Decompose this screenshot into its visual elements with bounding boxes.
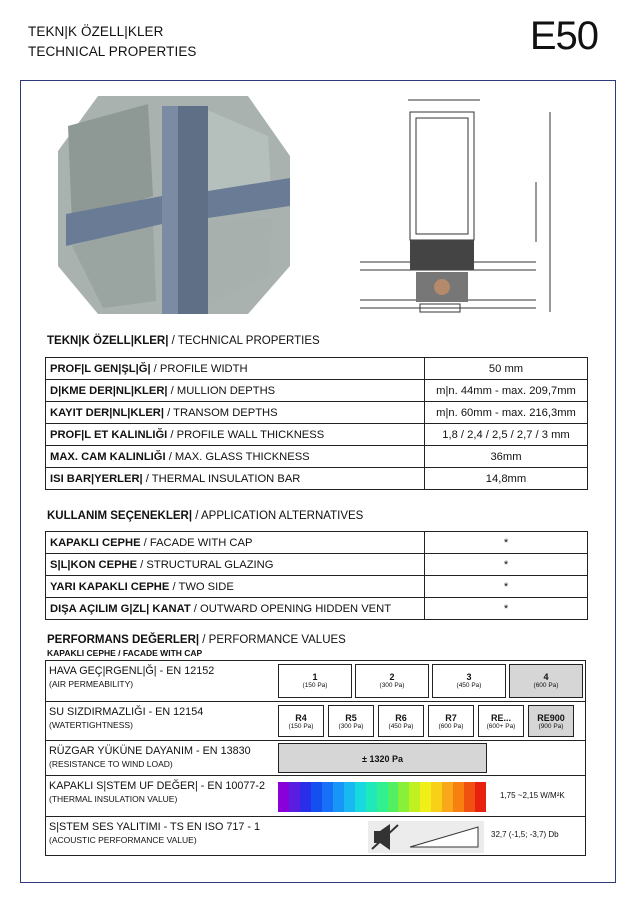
- table-value: *: [425, 576, 588, 598]
- perf-heading: PERFORMANS DEĞERLER| / PERFORMANCE VALUES: [47, 634, 346, 646]
- rating-box: RE900 (900 Pa): [528, 705, 574, 737]
- table-value: 36mm: [425, 446, 588, 468]
- table-row: ISI BAR|YERLER| / THERMAL INSULATION BAR 14,8mm: [46, 468, 588, 490]
- color-swatch: [322, 782, 333, 812]
- color-swatch: [278, 782, 289, 812]
- header-title-en: TECHNICAL PROPERTIES: [28, 44, 197, 59]
- color-swatch: [333, 782, 344, 812]
- watertightness-row: SU SIZDIRMAZLIĞI - EN 12154 (WATERTIGHTNESS) R4 (150 Pa) R5 (300 Pa) R6 (450 Pa) R7 (600 Pa) RE... (600+ Pa) RE900 (900 Pa): [45, 701, 586, 741]
- product-render-image: [58, 96, 290, 314]
- acoustic-value: 32,7 (-1,5; -3,7) Db: [491, 830, 559, 839]
- table-value: 1,8 / 2,4 / 2,5 / 2,7 / 3 mm: [425, 424, 588, 446]
- color-swatch: [344, 782, 355, 812]
- header-title-tr: TEKN|K ÖZELL|KLER: [28, 24, 164, 39]
- header-titles: [28, 22, 197, 62]
- color-swatch: [409, 782, 420, 812]
- color-swatch: [475, 782, 486, 812]
- table-row: KAPAKLI CEPHE / FACADE WITH CAP *: [46, 532, 588, 554]
- table-row: D|KME DER|NL|KLER| / MULLION DEPTHS m|n. 44mm - max. 209,7mm: [46, 380, 588, 402]
- color-swatch: [377, 782, 388, 812]
- wind-load-row: RÜZGAR YÜKÜNE DAYANIM - EN 13830 (RESISTANCE TO WIND LOAD) ± 1320 Pa: [45, 740, 586, 776]
- rating-box: 1 (150 Pa): [278, 664, 352, 698]
- table-value: *: [425, 554, 588, 576]
- table-row: YARI KAPAKLI CEPHE / TWO SIDE *: [46, 576, 588, 598]
- table-row: S|L|KON CEPHE / STRUCTURAL GLAZING *: [46, 554, 588, 576]
- color-swatch: [366, 782, 377, 812]
- apps-heading: KULLANIM SEÇENEKLER| / APPLICATION ALTERNATIVES: [47, 510, 364, 522]
- color-swatch: [289, 782, 300, 812]
- tech-heading: TEKN|K ÖZELL|KLER| / TECHNICAL PROPERTIES: [47, 335, 320, 347]
- color-swatch: [431, 782, 442, 812]
- thermal-row: KAPAKLI S|STEM UF DEĞER| - EN 10077-2 (THERMAL INSULATION VALUE) 1,75 ~2,15 W/M²K: [45, 775, 586, 817]
- color-swatch: [398, 782, 409, 812]
- table-row: KAYIT DER|NL|KLER| / TRANSOM DEPTHS m|n. 60mm - max. 216,3mm: [46, 402, 588, 424]
- table-value: m|n. 60mm - max. 216,3mm: [425, 402, 588, 424]
- acoustic-icon: [368, 821, 484, 853]
- rating-box: R6 (450 Pa): [378, 705, 424, 737]
- rating-box: 2 (300 Pa): [355, 664, 429, 698]
- table-value: 14,8mm: [425, 468, 588, 490]
- color-swatch: [300, 782, 311, 812]
- apps-table: [45, 531, 588, 620]
- rating-box: R7 (600 Pa): [428, 705, 474, 737]
- color-swatch: [388, 782, 399, 812]
- color-swatch: [453, 782, 464, 812]
- section-drawing: [360, 92, 588, 322]
- tech-table: [45, 357, 588, 490]
- thermal-color-scale: [278, 782, 486, 812]
- rating-box: 3 (450 Pa): [432, 664, 506, 698]
- perf-subheading: KAPAKLI CEPHE / FACADE WITH CAP: [47, 648, 203, 658]
- rating-box: R4 (150 Pa): [278, 705, 324, 737]
- product-code: E50: [529, 14, 598, 58]
- table-value: *: [425, 532, 588, 554]
- table-row: MAX. CAM KALINLIĞI / MAX. GLASS THICKNESS 36mm: [46, 446, 588, 468]
- color-swatch: [442, 782, 453, 812]
- table-value: m|n. 44mm - max. 209,7mm: [425, 380, 588, 402]
- table-value: 50 mm: [425, 358, 588, 380]
- wind-load-value: ± 1320 Pa: [278, 743, 487, 773]
- table-row: PROF|L GEN|ŞL|Ğ| / PROFILE WIDTH 50 mm: [46, 358, 588, 380]
- color-swatch: [311, 782, 322, 812]
- table-value: *: [425, 598, 588, 620]
- thermal-value: 1,75 ~2,15 W/M²K: [500, 791, 565, 800]
- table-row: PROF|L ET KALINLIĞI / PROFILE WALL THICKNESS 1,8 / 2,4 / 2,5 / 2,7 / 3 mm: [46, 424, 588, 446]
- color-swatch: [464, 782, 475, 812]
- air-permeability-row: HAVA GEÇ|RGENL|Ğ| - EN 12152 (AIR PERMEABILITY) 1 (150 Pa) 2 (300 Pa) 3 (450 Pa) 4 (600 Pa): [45, 660, 586, 702]
- table-row: DIŞA AÇILIM G|ZL| KANAT / OUTWARD OPENING HIDDEN VENT *: [46, 598, 588, 620]
- acoustic-row: S|STEM SES YALITIMI - TS EN ISO 717 - 1 (ACOUSTIC PERFORMANCE VALUE) 32,7 (-1,5; -3,7) Db: [45, 816, 586, 856]
- color-swatch: [355, 782, 366, 812]
- color-swatch: [420, 782, 431, 812]
- rating-box: 4 (600 Pa): [509, 664, 583, 698]
- rating-box: RE... (600+ Pa): [478, 705, 524, 737]
- rating-box: R5 (300 Pa): [328, 705, 374, 737]
